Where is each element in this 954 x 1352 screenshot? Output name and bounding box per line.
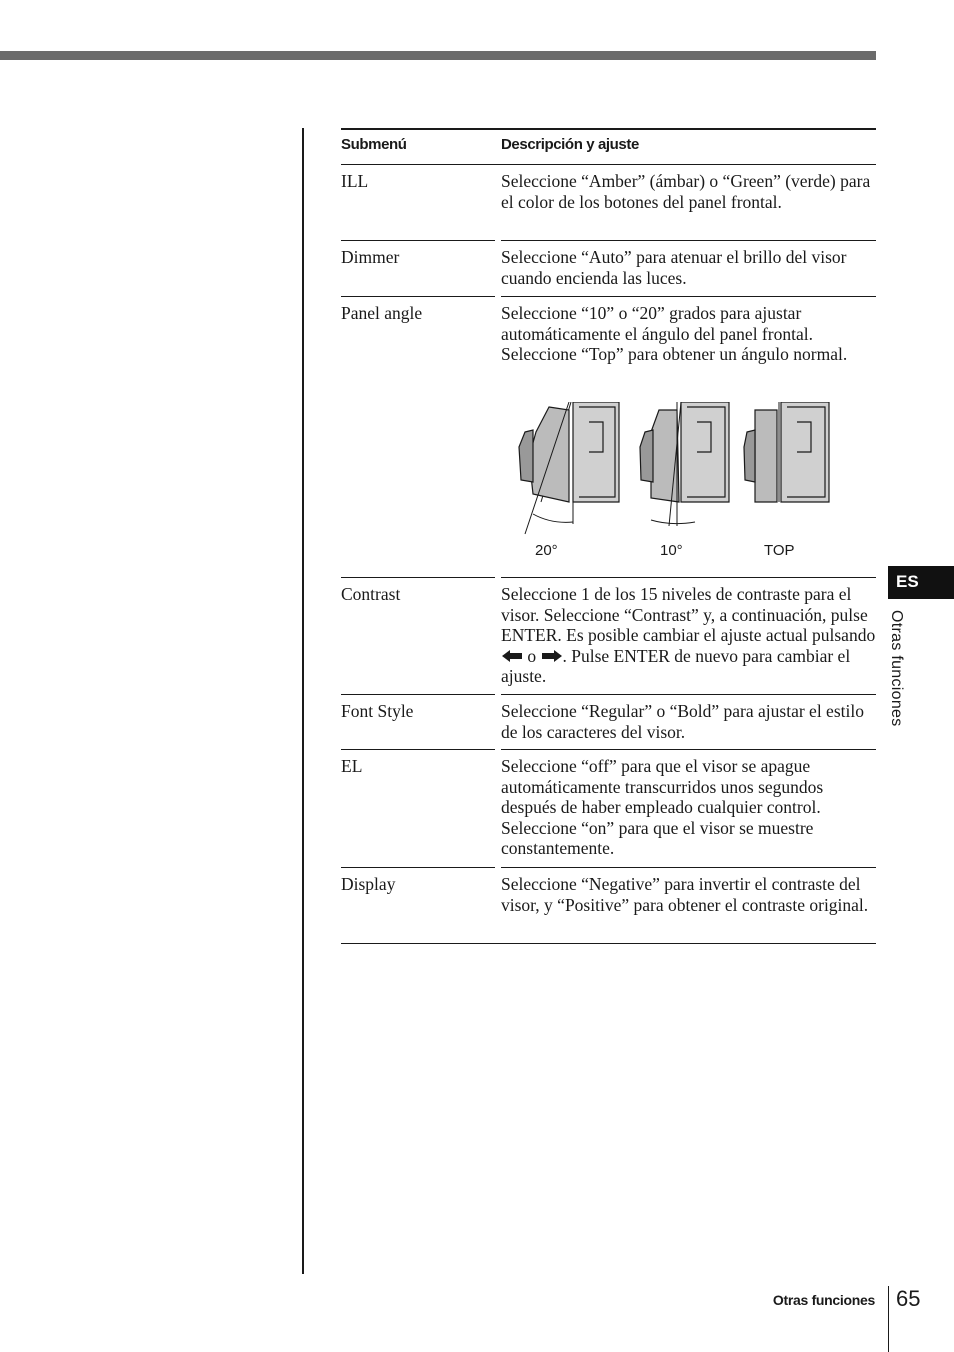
table-header bbox=[341, 128, 876, 165]
row-description: Seleccione “Amber” (ámbar) o “Green” (verde) para el color de los botones del panel frontal. bbox=[501, 171, 871, 212]
footer-section-label: Otras funciones bbox=[772, 1292, 875, 1308]
table-bottom-rule bbox=[341, 943, 876, 944]
table-row-display bbox=[341, 868, 876, 944]
header-submenu: Submenú bbox=[341, 136, 407, 153]
row-name: Font Style bbox=[341, 701, 414, 721]
row-description: Seleccione “Negative” para invertir el contraste del visor, y “Positive” para obtener el contraste original. bbox=[501, 874, 869, 915]
table-row-ill bbox=[341, 165, 876, 241]
table-row-contrast bbox=[341, 578, 876, 695]
footer-divider bbox=[888, 1286, 889, 1352]
page-number: 65 bbox=[896, 1286, 921, 1311]
language-tab-label: ES bbox=[896, 572, 919, 591]
row-name: Display bbox=[341, 874, 396, 894]
panel-angle-figure bbox=[511, 402, 851, 562]
row-description: Seleccione “Regular” o “Bold” para ajustar el estilo de los caracteres del visor. bbox=[501, 701, 864, 742]
table-row-dimmer bbox=[341, 241, 876, 297]
left-arrow-icon bbox=[501, 649, 523, 663]
side-section-title bbox=[885, 610, 907, 770]
submenu-table bbox=[341, 128, 876, 944]
right-arrow-icon bbox=[541, 649, 563, 663]
table-row-font-style bbox=[341, 695, 876, 750]
row-name: ILL bbox=[341, 171, 369, 191]
panel-angle-illustration bbox=[511, 402, 851, 562]
row-description: Seleccione “off” para que el visor se apague automáticamente transcurridos unos segundos después de haber empleado cualquier control. Seleccione “on” para que el visor se muestre constantemente. bbox=[501, 756, 824, 858]
row-description: Seleccione “Auto” para atenuar el brillo del visor cuando encienda las luces. bbox=[501, 247, 847, 288]
row-description bbox=[501, 584, 879, 687]
angle-label-10: 10° bbox=[660, 542, 683, 559]
angle-label-20: 20° bbox=[535, 542, 558, 559]
row-description: Seleccione “10” o “20” grados para ajustar automáticamente el ángulo del panel frontal. Seleccione “Top” para obtener un ángulo normal. bbox=[501, 303, 848, 364]
header-description: Descripción y ajuste bbox=[501, 136, 639, 153]
contrast-desc-part2: . Pulse ENTER de nuevo para cambiar el ajuste. bbox=[501, 645, 851, 686]
row-name: EL bbox=[341, 756, 363, 776]
left-vertical-rule bbox=[302, 128, 304, 1274]
row-name: Contrast bbox=[341, 584, 401, 604]
side-section-label: Otras funciones bbox=[888, 610, 905, 727]
table-row-panel-angle bbox=[341, 297, 876, 578]
language-tab bbox=[888, 566, 954, 599]
angle-label-top: TOP bbox=[764, 542, 795, 559]
row-name: Dimmer bbox=[341, 247, 400, 267]
row-name: Panel angle bbox=[341, 303, 423, 323]
top-rule-bar bbox=[0, 51, 876, 60]
contrast-desc-mid: o bbox=[527, 645, 537, 666]
contrast-desc-part1: Seleccione 1 de los 15 niveles de contraste para el visor. Seleccione “Contrast” y, a continuación, pulse ENTER. Es posible cambiar el ajuste actual pulsando bbox=[501, 584, 876, 645]
table-row-el bbox=[341, 750, 876, 868]
